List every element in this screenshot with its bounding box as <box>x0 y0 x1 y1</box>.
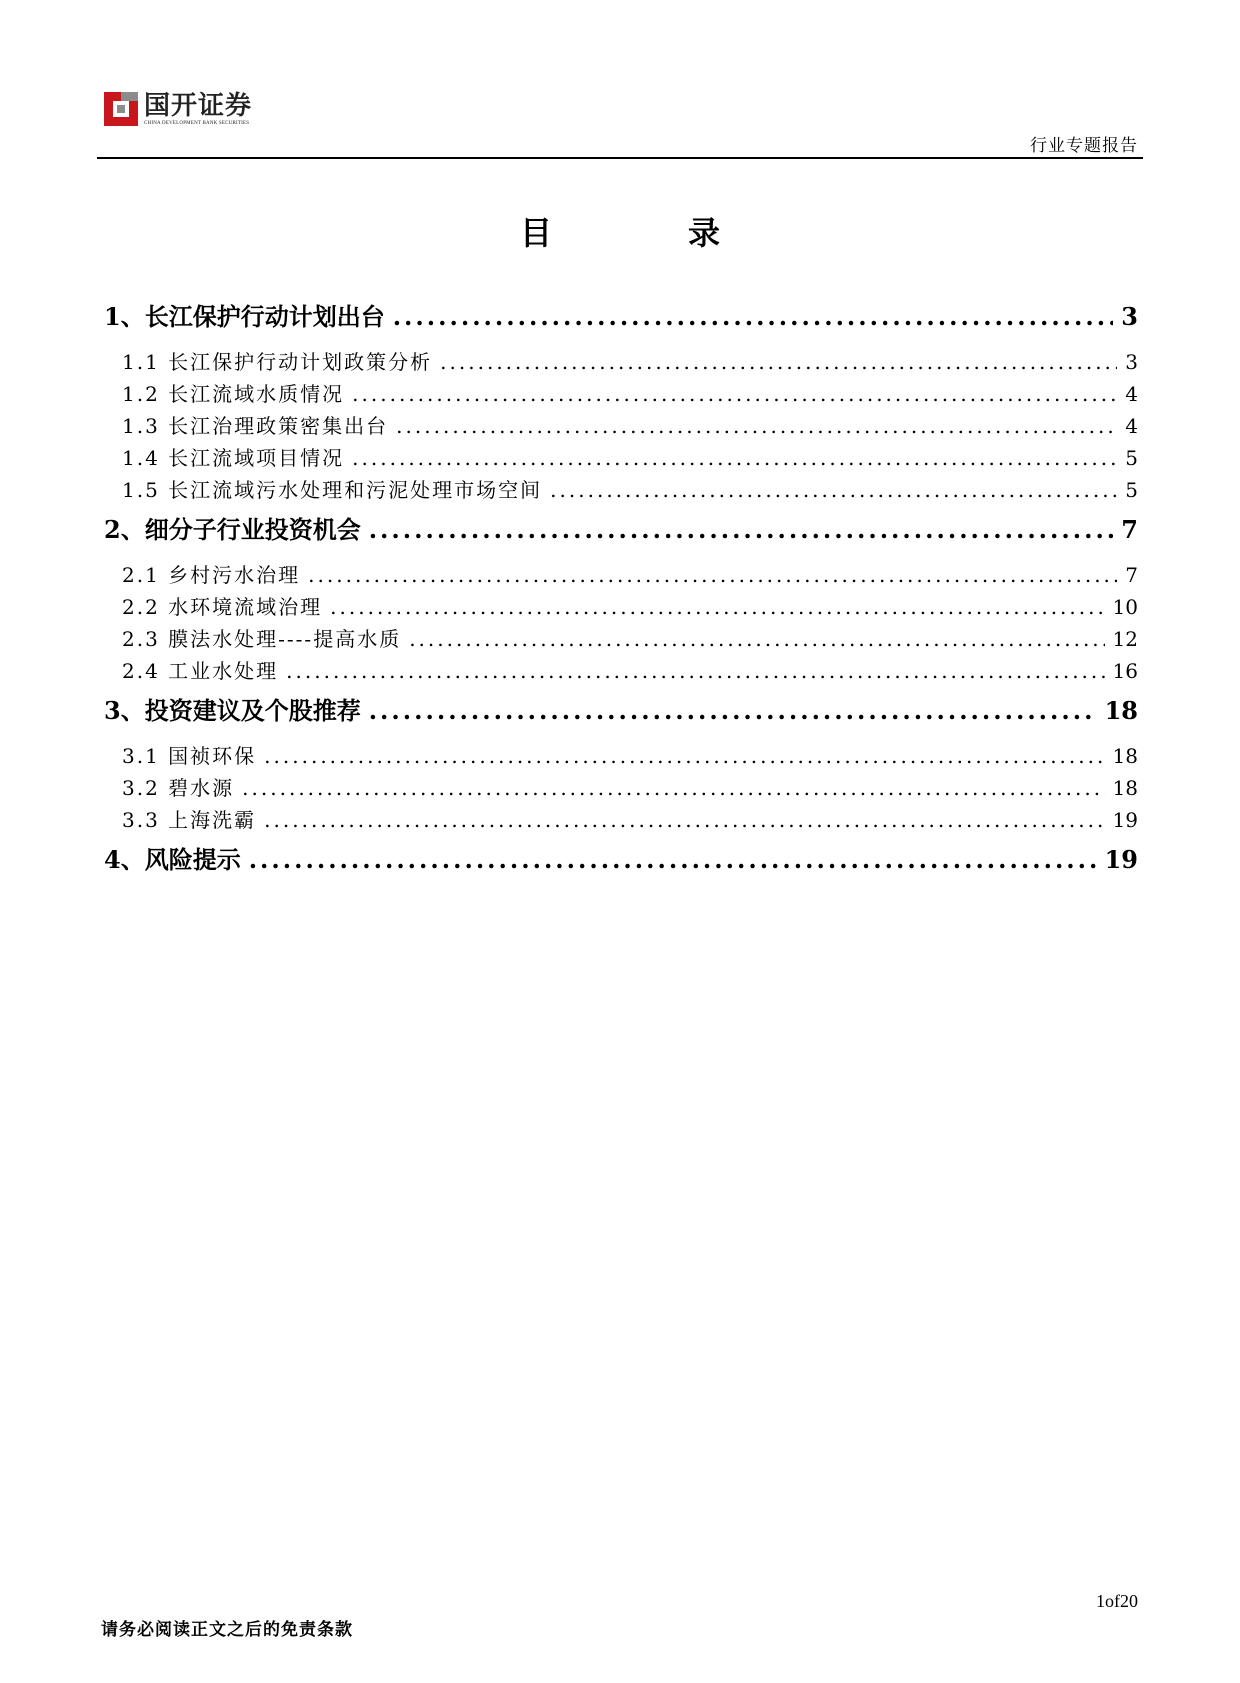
toc-page-number: 3 <box>1125 350 1138 374</box>
logo-chinese-name: 国开证券 <box>144 91 253 121</box>
disclaimer-note: 请务必阅读正文之后的免责条款 <box>101 1620 353 1640</box>
toc-leader-dots <box>550 474 1117 506</box>
toc-page-number: 5 <box>1125 446 1138 470</box>
toc-leader-dots <box>308 559 1117 591</box>
logo-english-name: CHINA DEVELOPMENT BANK SECURITIES <box>144 121 250 126</box>
toc-leader-dots <box>249 844 1097 876</box>
toc-subsection-label: 1.3 长江治理政策密集出台 <box>122 414 389 438</box>
toc-subsection-2-4[interactable] <box>104 655 1138 687</box>
company-logo <box>104 92 252 127</box>
page-number: 1of20 <box>1096 1591 1138 1611</box>
toc-section-1[interactable] <box>104 301 1138 333</box>
document-type-label: 行业专题报告 <box>1030 136 1138 156</box>
toc-page-number: 18 <box>1112 744 1138 768</box>
logo-mark-icon <box>104 92 138 126</box>
toc-leader-dots <box>369 514 1114 546</box>
toc-leader-dots <box>369 695 1097 727</box>
toc-section-label: 2、细分子行业投资机会 <box>104 515 361 544</box>
toc-subsection-label: 1.2 长江流域水质情况 <box>122 382 345 406</box>
toc-subsection-3-1[interactable] <box>104 740 1138 772</box>
toc-subsection-3-2[interactable] <box>104 772 1138 804</box>
toc-page-number: 7 <box>1121 515 1138 544</box>
toc-leader-dots <box>396 410 1117 442</box>
toc-subsection-label: 3.2 碧水源 <box>122 776 235 800</box>
toc-section-label: 1、长江保护行动计划出台 <box>104 302 385 331</box>
toc-subsection-1-4[interactable] <box>104 442 1138 474</box>
toc-subsection-1-2[interactable] <box>104 378 1138 410</box>
toc-subsection-label: 2.2 水环境流域治理 <box>122 595 323 619</box>
toc-page-number: 18 <box>1112 776 1138 800</box>
toc-subsection-2-3[interactable] <box>104 623 1138 655</box>
toc-page-number: 4 <box>1125 414 1138 438</box>
toc-subsection-2-2[interactable] <box>104 591 1138 623</box>
header-divider <box>97 157 1143 159</box>
toc-section-3[interactable] <box>104 695 1138 727</box>
toc-leader-dots <box>352 378 1117 410</box>
toc-leader-dots <box>330 591 1104 623</box>
toc-subsection-1-1[interactable] <box>104 346 1138 378</box>
toc-page-number: 4 <box>1125 382 1138 406</box>
toc-subsection-label: 1.5 长江流域污水处理和污泥处理市场空间 <box>122 478 543 502</box>
table-of-contents <box>104 301 1138 889</box>
toc-page-number: 7 <box>1125 563 1138 587</box>
toc-page-number: 19 <box>1112 808 1138 832</box>
toc-page-number: 10 <box>1112 595 1138 619</box>
toc-page-number: 18 <box>1104 696 1138 725</box>
toc-section-4[interactable] <box>104 844 1138 876</box>
toc-page-number: 16 <box>1112 659 1138 683</box>
toc-subsection-label: 3.3 上海洗霸 <box>122 808 257 832</box>
toc-leader-dots <box>264 740 1104 772</box>
toc-page-number: 19 <box>1104 845 1138 874</box>
toc-subsection-1-5[interactable] <box>104 474 1138 506</box>
toc-page-number: 3 <box>1121 302 1138 331</box>
toc-leader-dots <box>264 804 1104 836</box>
toc-page-number: 12 <box>1112 627 1138 651</box>
toc-subsection-label: 3.1 国祯环保 <box>122 744 257 768</box>
toc-leader-dots <box>440 346 1117 378</box>
toc-leader-dots <box>286 655 1104 687</box>
toc-subsection-2-1[interactable] <box>104 559 1138 591</box>
toc-leader-dots <box>393 301 1114 333</box>
toc-section-label: 4、风险提示 <box>104 845 241 874</box>
toc-leader-dots <box>242 772 1104 804</box>
toc-leader-dots <box>352 442 1117 474</box>
toc-section-label: 3、投资建议及个股推荐 <box>104 696 361 725</box>
toc-subsection-label: 2.3 膜法水处理----提高水质 <box>122 627 402 651</box>
toc-subsection-3-3[interactable] <box>104 804 1138 836</box>
toc-subsection-label: 2.1 乡村污水治理 <box>122 563 301 587</box>
toc-subsection-label: 1.1 长江保护行动计划政策分析 <box>122 350 433 374</box>
toc-leader-dots <box>409 623 1104 655</box>
toc-subsection-1-3[interactable] <box>104 410 1138 442</box>
toc-subsection-label: 1.4 长江流域项目情况 <box>122 446 345 470</box>
toc-page-number: 5 <box>1125 478 1138 502</box>
toc-section-2[interactable] <box>104 514 1138 546</box>
toc-title: 目录 <box>519 214 856 252</box>
toc-subsection-label: 2.4 工业水处理 <box>122 659 279 683</box>
